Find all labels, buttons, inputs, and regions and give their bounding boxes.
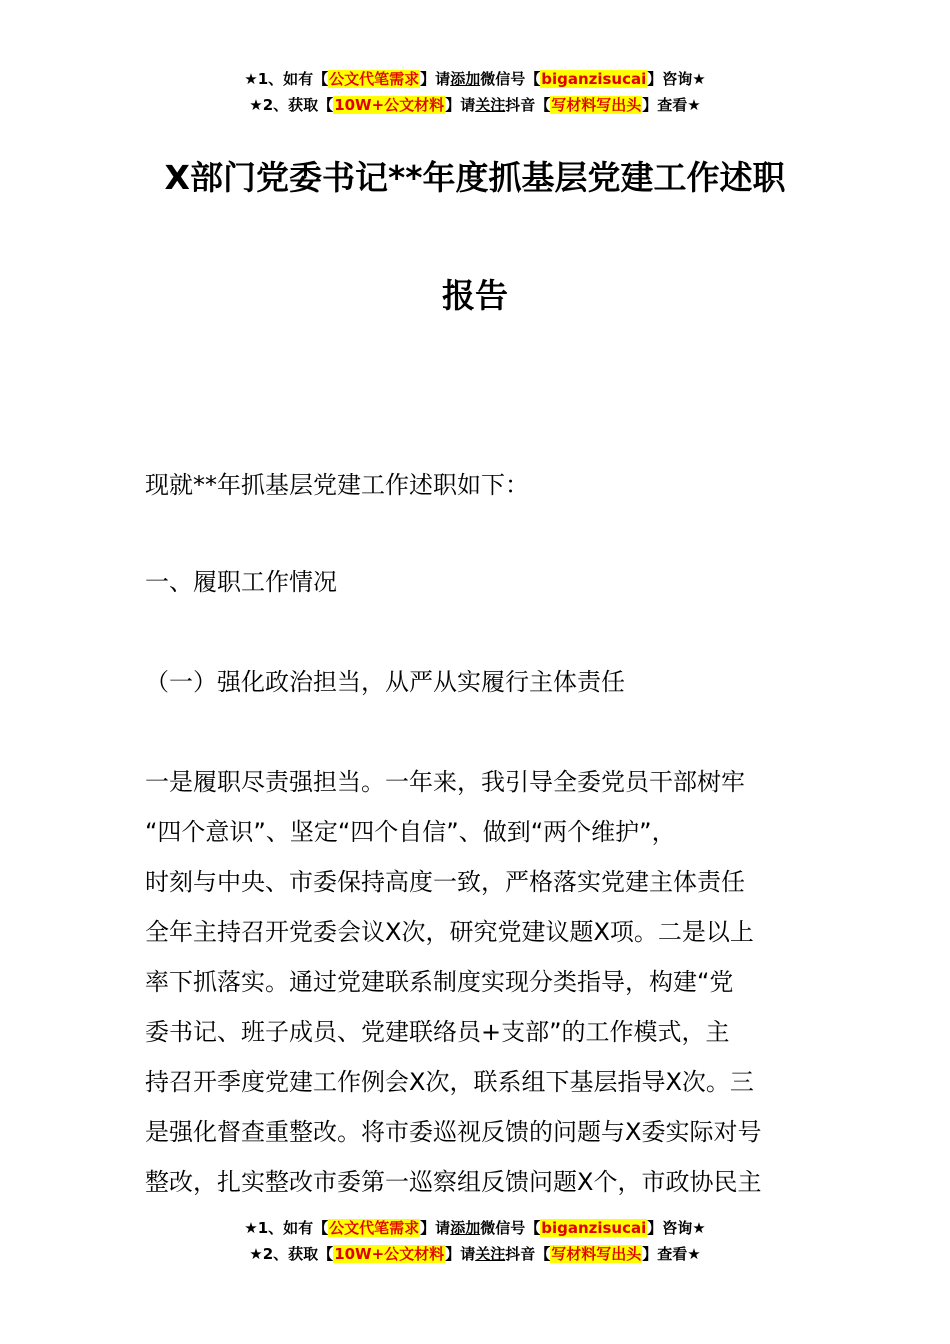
highlight-materials: 10W+公文材料 bbox=[334, 96, 445, 114]
promo-line-1: ★1、如有【公文代笔需求】请添加微信号【biganzisucai】咨询★ bbox=[244, 1219, 706, 1237]
paragraph-line: 一是履职尽责强担当。一年来，我引导全委党员干部树牢 bbox=[145, 768, 745, 796]
highlight-douyin-account: 写材料写出头 bbox=[551, 1245, 642, 1263]
highlight-wechat-id: biganzisucai bbox=[541, 70, 647, 88]
paragraph-line: 持召开季度党建工作例会X次，联系组下基层指导X次。三 bbox=[145, 1068, 754, 1096]
subsection-heading: （一）强化政治担当，从严从实履行主体责任 bbox=[145, 668, 625, 696]
paragraph-line: 时刻与中央、市委保持高度一致，严格落实党建主体责任 bbox=[145, 868, 745, 896]
promo-banner-top bbox=[0, 66, 950, 118]
body-paragraph bbox=[145, 757, 810, 1207]
promo-banner-bottom bbox=[0, 1215, 950, 1267]
highlight-service: 公文代笔需求 bbox=[329, 1219, 420, 1237]
promo-line-1: ★1、如有【公文代笔需求】请添加微信号【biganzisucai】咨询★ bbox=[244, 70, 706, 88]
document-title-line-2: 报告 bbox=[442, 276, 508, 315]
document-title-line-1: X部门党委书记**年度抓基层党建工作述职 bbox=[164, 158, 786, 197]
paragraph-line: “四个意识”、坚定“四个自信”、做到“两个维护”， bbox=[145, 818, 676, 846]
intro-text: 现就**年抓基层党建工作述职如下： bbox=[145, 471, 529, 499]
section-heading: 一、履职工作情况 bbox=[145, 568, 337, 596]
paragraph-line: 整改，扎实整改市委第一巡察组反馈问题X个，市政协民主 bbox=[145, 1168, 762, 1196]
highlight-materials: 10W+公文材料 bbox=[334, 1245, 445, 1263]
promo-line-2: ★2、获取【10W+公文材料】请关注抖音【写材料写出头】查看★ bbox=[249, 1245, 701, 1263]
promo-line-2: ★2、获取【10W+公文材料】请关注抖音【写材料写出头】查看★ bbox=[249, 96, 701, 114]
paragraph-line: 全年主持召开党委会议X次，研究党建议题X项。二是以上 bbox=[145, 918, 754, 946]
paragraph-line: 委书记、班子成员、党建联络员+支部”的工作模式，主 bbox=[145, 1018, 730, 1046]
highlight-wechat-id: biganzisucai bbox=[541, 1219, 647, 1237]
highlight-douyin-account: 写材料写出头 bbox=[551, 96, 642, 114]
highlight-service: 公文代笔需求 bbox=[329, 70, 420, 88]
paragraph-line: 率下抓落实。通过党建联系制度实现分类指导，构建“党 bbox=[145, 968, 734, 996]
paragraph-line: 是强化督查重整改。将市委巡视反馈的问题与X委实际对号 bbox=[145, 1118, 762, 1146]
